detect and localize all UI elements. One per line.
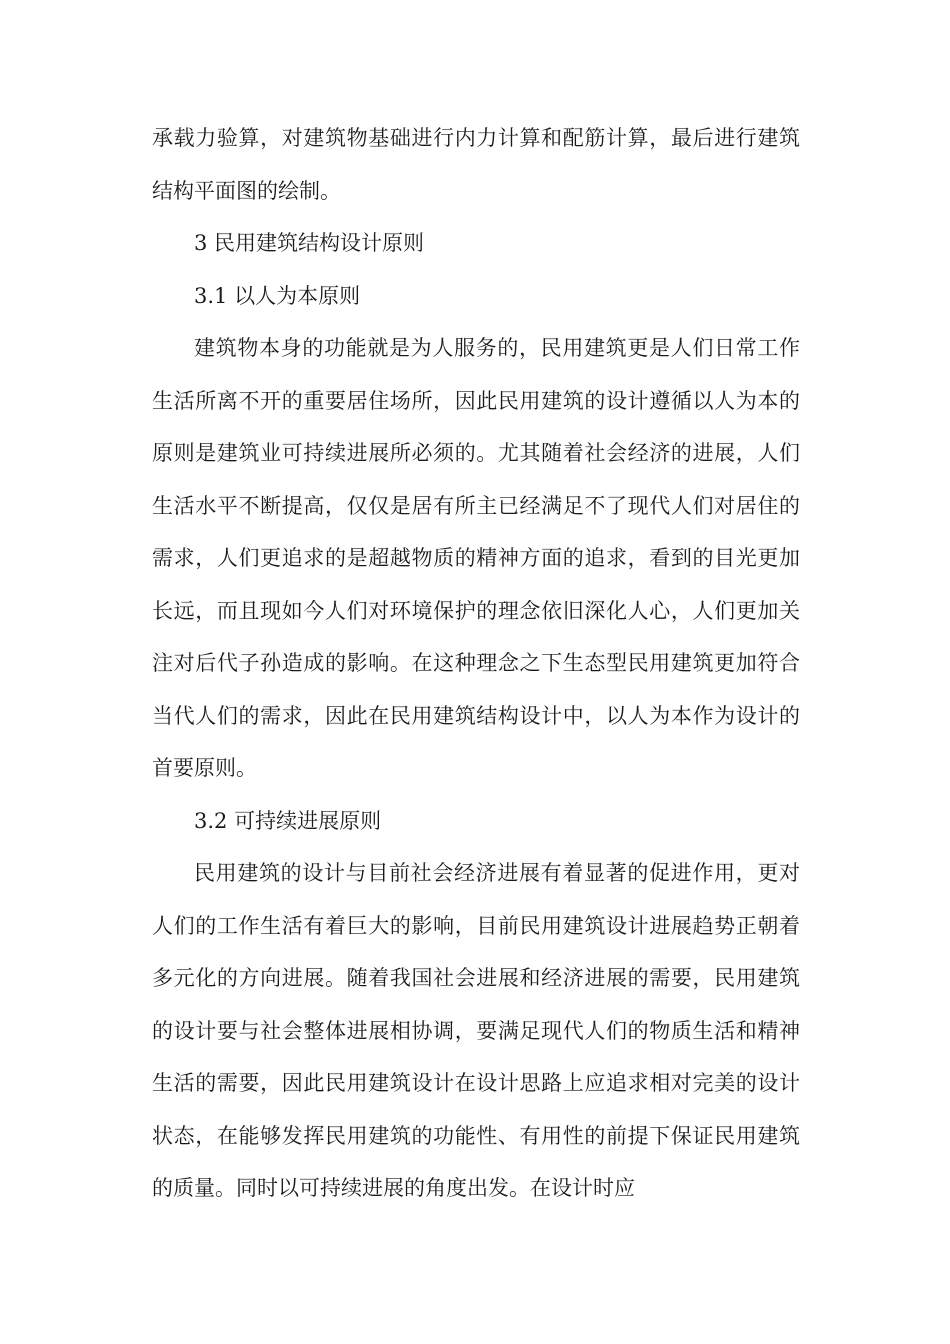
section-heading-3: 3 民用建筑结构设计原则 xyxy=(194,231,425,255)
section-heading-3-2: 3.2 可持续进展原则 xyxy=(194,808,382,833)
document-body xyxy=(152,112,800,1215)
section-heading-3-1: 3.1 以人为本原则 xyxy=(194,283,361,308)
paragraph-people-oriented: 建筑物本身的功能就是为人服务的，民用建筑更是人们日常工作生活所离不开的重要居住场所，因此民用建筑的设计遵循以人为本的原则是建筑业可持续进展所必须的。尤其随着社会经济的进展，人们生活水平不断提高，仅仅是居有所主已经满足不了现代人们对居住的需求，人们更追求的是超越物质的精神方面的追求，看到的目光更加长远，而且现如今人们对环境保护的理念依旧深化人心，人们更加关注对后代子孙造成的影响。在这种理念之下生态型民用建筑更加符合当代人们的需求，因此在民用建筑结构设计中，以人为本作为设计的首要原则。 xyxy=(152,336,800,780)
paragraph-continuation: 承载力验算，对建筑物基础进行内力计算和配筋计算，最后进行建筑结构平面图的绘制。 xyxy=(152,126,800,203)
paragraph-sustainable: 民用建筑的设计与目前社会经济进展有着显著的促进作用，更对人们的工作生活有着巨大的影响，目前民用建筑设计进展趋势正朝着多元化的方向进展。随着我国社会进展和经济进展的需要，民用建筑的设计要与社会整体进展相协调，要满足现代人们的物质生活和精神生活的需要，因此民用建筑设计在设计思路上应追求相对完美的设计状态，在能够发挥民用建筑的功能性、有用性的前提下保证民用建筑的质量。同时以可持续进展的角度出发。在设计时应 xyxy=(152,861,800,1200)
